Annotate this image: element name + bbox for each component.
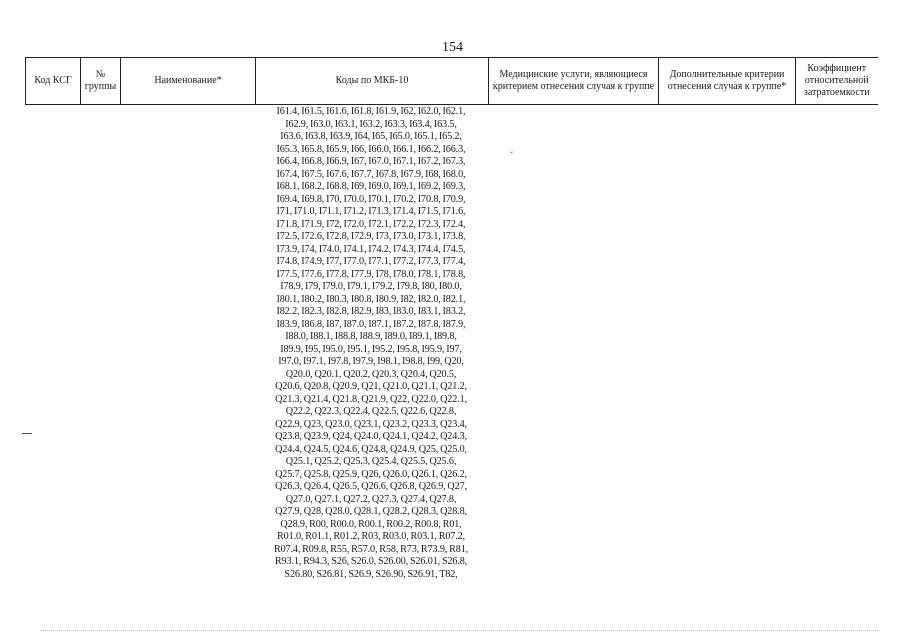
header-medical-services: Медицинские услуги, являющиеся критерием отнесения случая к группе [489, 58, 659, 105]
icd10-codes-list [256, 106, 486, 581]
icd10-codes-line: Q28.9, R00, R00.0, R00.1, R00.2, R00.8, R01, [280, 518, 462, 530]
icd10-codes-line: I67.4, I67.5, I67.6, I67.7, I67.8, I67.9, I68, I68.0, [276, 168, 466, 180]
icd10-codes-line: I63.6, I63.8, I63.9, I64, I65, I65.0, I65.1, I65.2, [280, 131, 462, 142]
icd10-codes-line: Q21.3, Q21.4, Q21.8, Q21.9, Q22, Q22.0, Q22.1, [275, 393, 467, 405]
icd10-codes-line: Q22.9, Q23, Q23.0, Q23.1, Q23.2, Q23.3, Q23.4, [275, 418, 467, 430]
icd10-codes-line: Q26.3, Q26.4, Q26.5, Q26.6, Q26.8, Q26.9, Q27, [275, 481, 467, 492]
icd10-codes-line: I89.9, I95, I95.0, I95.1, I95.2, I95.8, I95.9, I97, [280, 343, 462, 355]
icd10-codes-line: I72.5, I72.6, I72.8, I72.9, I73, I73.0, I73.1, I73.8, [276, 231, 466, 242]
icd10-codes-line: Q27.0, Q27.1, Q27.2, Q27.3, Q27.4, Q27.8, [285, 493, 457, 505]
icd10-codes-line: I82.2, I82.3, I82.8, I82.9, I83, I83.0, I83.1, I83.2, [276, 306, 466, 317]
scan-artifact-line [40, 630, 880, 631]
icd10-codes-line: I71, I71.0, I71.1, I71.2, I71.3, I71.4, I71.5, I71.6, [276, 206, 466, 217]
icd10-codes-line: Q25.7, Q25.8, Q25.9, Q26, Q26.0, Q26.1, Q26.2, [275, 468, 467, 480]
header-additional-criteria: Дополнительные критерии отнесения случая к группе* [659, 58, 796, 105]
margin-dash [22, 433, 32, 434]
icd10-codes-line: Q20.6, Q20.8, Q20.9, Q21, Q21.0, Q21.1, Q21.2, [275, 381, 467, 392]
header-cost-coefficient: Коэффициент относительной затратоемкости [796, 58, 878, 105]
icd10-codes-line: Q20.0, Q20.1, Q20.2, Q20.3, Q20.4, Q20.5, [285, 368, 457, 380]
icd10-codes-line: Q24.4, Q24.5, Q24.6, Q24.8, Q24.9, Q25, Q25.0, [275, 443, 467, 455]
icd10-codes-line: Q23.8, Q23.9, Q24, Q24.0, Q24.1, Q24.2, Q24.3, [275, 431, 467, 442]
icd10-codes-line: R93.1, R94.3, S26, S26.0, S26.00, S26.01, S26.8, [274, 556, 468, 567]
icd10-codes-line: I77.5, I77.6, I77.8, I77.9, I78, I78.0, I78.1, I78.8, [276, 268, 466, 280]
page-number: 154 [442, 40, 463, 55]
icd10-codes-line: I65.3, I65.8, I65.9, I66, I66.0, I66.1, I66.2, I66.3, [276, 143, 466, 155]
header-icd10-codes: Коды по МКБ-10 [256, 58, 489, 105]
table-header [25, 57, 878, 105]
icd10-codes-line: I80.1, I80.2, I80.3, I80.8, I80.9, I82, I82.0, I82.1, [276, 293, 466, 305]
scan-tick-mark: ˇ [510, 150, 513, 160]
header-group-number: № группы [81, 58, 121, 105]
icd10-codes-line: I68.1, I68.2, I68.8, I69, I69.0, I69.1, I69.2, I69.3, [276, 181, 466, 192]
icd10-codes-line: I83.9, I86.8, I87, I87.0, I87.1, I87.2, I87.8, I87.9, [276, 318, 466, 330]
header-name: Наименование* [121, 58, 256, 105]
icd10-codes-line: I73.9, I74, I74.0, I74.1, I74.2, I74.3, I74.4, I74.5, [276, 243, 466, 255]
icd10-codes-line: I69.4, I69.8, I70, I70.0, I70.1, I70.2, I70.8, I70.9, [276, 193, 466, 205]
icd10-codes-line: I88.0, I88.1, I88.8, I88.9, I89.0, I89.1, I89.8, [285, 331, 457, 342]
icd10-codes-line: Q22.2, Q22.3, Q22.4, Q22.5, Q22.6, Q22.8, [285, 406, 457, 417]
table-header-row [26, 58, 878, 105]
header-ksg-code: Код КСГ [26, 58, 81, 105]
icd10-codes-line: I66.4, I66.8, I66.9, I67, I67.0, I67.1, I67.2, I67.3, [276, 156, 466, 167]
icd10-codes-line: Q27.9, Q28, Q28.0, Q28.1, Q28.2, Q28.3, Q28.8, [275, 506, 467, 517]
icd10-codes-line: I62.9, I63.0, I63.1, I63.2, I63.3, I63.4, I63.5, [285, 118, 457, 130]
icd10-codes-line: I71.8, I71.9, I72, I72.0, I72.1, I72.2, I72.3, I72.4, [276, 218, 466, 230]
icd10-codes-line: I74.8, I74.9, I77, I77.0, I77.1, I77.2, I77.3, I77.4, [276, 256, 466, 267]
icd10-codes-line: S26.80, S26.81, S26.9, S26.90, S26.91, T82, [284, 568, 458, 580]
icd10-codes-line: R01.0, R01.1, R01.2, R03, R03.0, R03.1, R07.2, [277, 531, 465, 542]
icd10-codes-line: I78.9, I79, I79.0, I79.1, I79.2, I79.8, I80, I80.0, [280, 281, 462, 292]
icd10-codes-line: I97.0, I97.1, I97.8, I97.9, I98.1, I98.8, I99, Q20, [278, 356, 464, 367]
icd10-codes-line: I61.4, I61.5, I61.6, I61.8, I61.9, I62, I62.0, I62.1, [276, 106, 466, 117]
icd10-codes-line: R07.4, R09.8, R55, R57.0, R58, R73, R73.9, R81, [273, 543, 469, 555]
icd10-codes-line: Q25.1, Q25.2, Q25.3, Q25.4, Q25.5, Q25.6, [285, 456, 457, 467]
